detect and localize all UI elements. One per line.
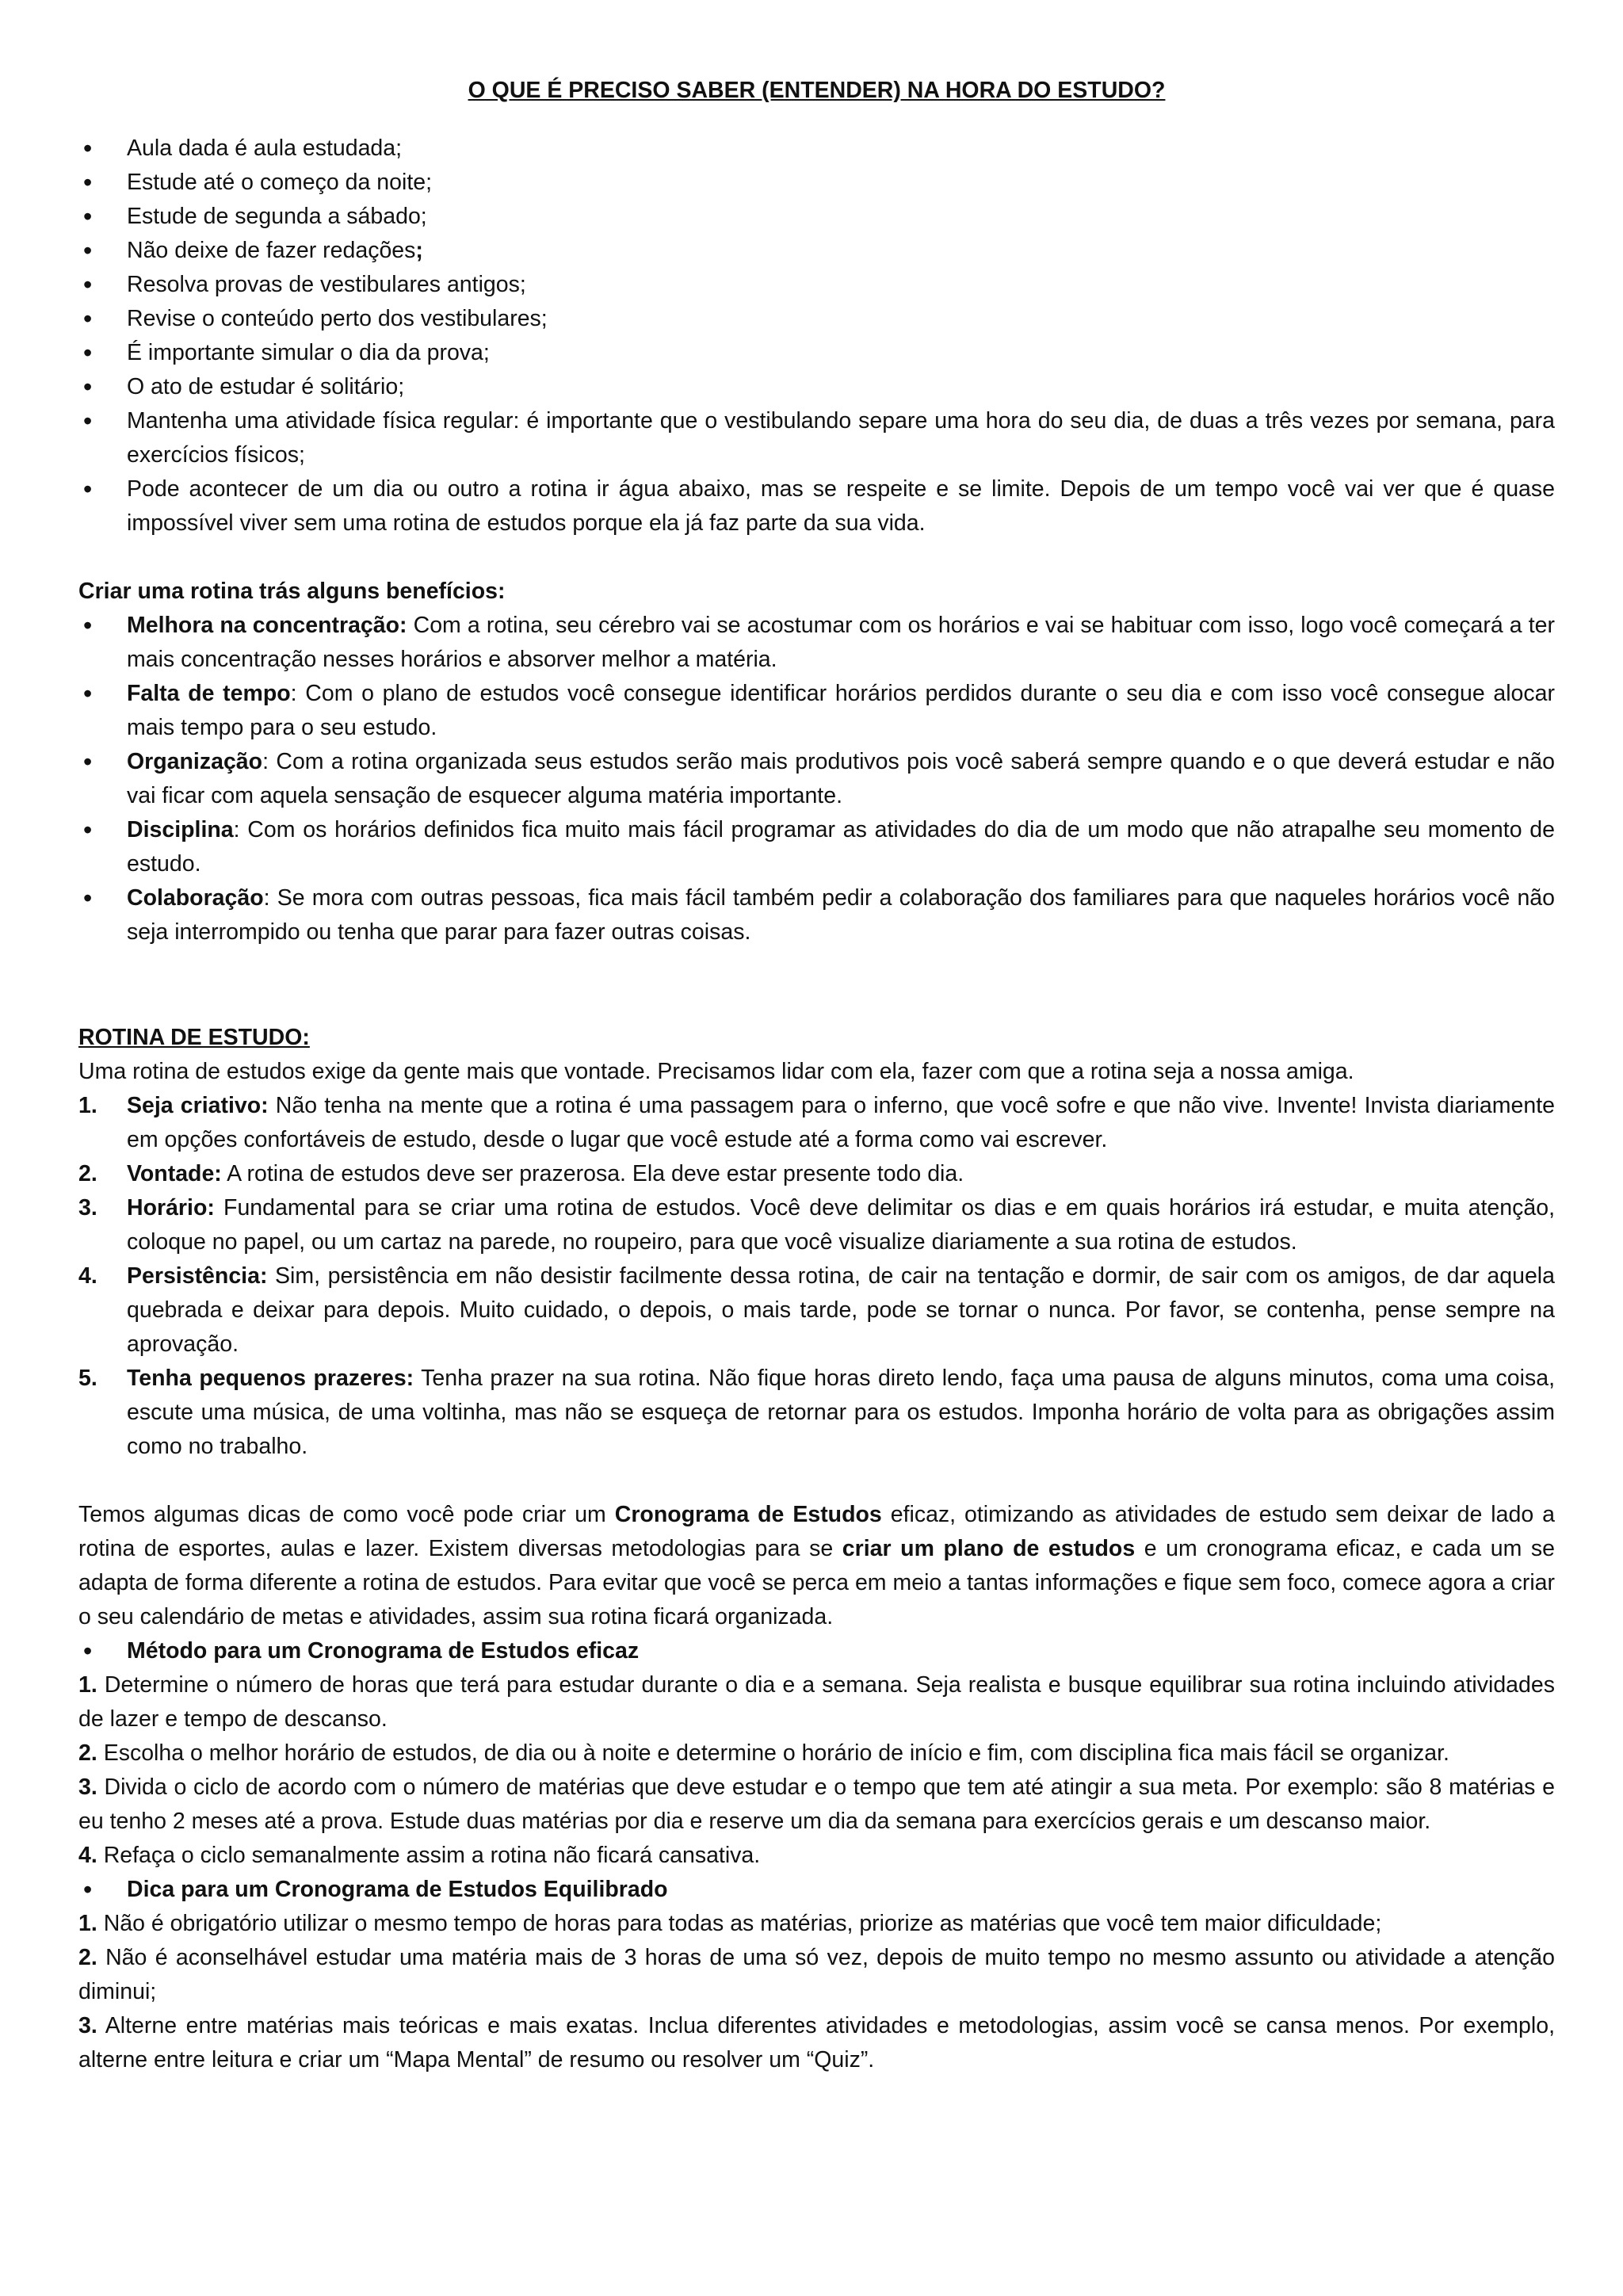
list-item: • Estude até o começo da noite; bbox=[78, 166, 1555, 200]
routine-list bbox=[78, 1089, 1555, 1464]
list-item: • Estude de segunda a sábado; bbox=[78, 200, 1555, 234]
list-item: • É importante simular o dia da prova; bbox=[78, 336, 1555, 370]
benefits-list bbox=[78, 609, 1555, 949]
tip-heading: • Dica para um Cronograma de Estudos Equilibrado bbox=[78, 1873, 1555, 1907]
method-heading: • Método para um Cronograma de Estudos eficaz bbox=[78, 1634, 1555, 1668]
routine-intro: Uma rotina de estudos exige da gente mais que vontade. Precisamos lidar com ela, fazer com que a rotina seja a nossa amiga. bbox=[78, 1059, 1354, 1084]
method-heading-list bbox=[78, 1634, 1555, 1668]
list-item: • Colaboração: Se mora com outras pessoas, fica mais fácil também pedir a colaboração dos familiares para que naqueles horários você não seja interrompido ou tenha que parar para fazer outras coisas. bbox=[78, 881, 1555, 949]
list-item: 4. Refaça o ciclo semanalmente assim a rotina não ficará cansativa. bbox=[78, 1843, 761, 1868]
list-item: 2. Escolha o melhor horário de estudos, de dia ou à noite e determine o horário de início e fim, com disciplina fica mais fácil se organizar. bbox=[78, 1740, 1449, 1766]
list-item: • Revise o conteúdo perto dos vestibulares; bbox=[78, 302, 1555, 336]
list-item: • Aula dada é aula estudada; bbox=[78, 132, 1555, 166]
page-title: O QUE É PRECISO SABER (ENTENDER) NA HORA DO ESTUDO? bbox=[468, 78, 1166, 103]
list-item: 3. Divida o ciclo de acordo com o número de matérias que deve estudar e o tempo que tem até atingir a sua meta. Por exemplo: são 8 matérias e eu tenho 2 meses até a prova. Estude duas matérias por dia e reserve um dia da semana para exercícios gerais e um descanso maior. bbox=[78, 1775, 1555, 1834]
list-item: 4. Persistência: Sim, persistência em não desistir facilmente dessa rotina, de cair na tentação e dormir, de sair com os amigos, de dar aquela quebrada e deixar para depois. Muito cuidado, o depois, o mais tarde, pode se tornar o nunca. Por favor, se contenha, pense sempre na aprovação. bbox=[78, 1263, 1555, 1357]
tip-heading-list bbox=[78, 1873, 1555, 1907]
list-item: 1. Determine o número de horas que terá para estudar durante o dia e a semana. Seja realista e busque equilibrar sua rotina incluindo atividades de lazer e tempo de descanso. bbox=[78, 1672, 1555, 1732]
list-item: 5. Tenha pequenos prazeres: Tenha prazer na sua rotina. Não fique horas direto lendo, faça uma pausa de alguns minutos, coma uma coisa, escute uma música, de uma voltinha, mas não se esqueça de retornar para os estudos. Imponha horário de volta para as obrigações assim como no trabalho. bbox=[78, 1366, 1555, 1459]
list-item: • Disciplina: Com os horários definidos fica muito mais fácil programar as atividades do dia de um modo que não atrapalhe seu momento de estudo. bbox=[78, 813, 1555, 881]
list-item: 1. Seja criativo: Não tenha na mente que a rotina é uma passagem para o inferno, que você sofre e que não vive. Invente! Invista diariamente em opções confortáveis de estudo, desde o lugar que você estude até a forma como vai escrever. bbox=[78, 1093, 1555, 1152]
list-item: • Resolva provas de vestibulares antigos; bbox=[78, 268, 1555, 302]
list-item: • O ato de estudar é solitário; bbox=[78, 370, 1555, 404]
list-item: 3. Alterne entre matérias mais teóricas e mais exatas. Inclua diferentes atividades e metodologias, assim você se cansa menos. Por exemplo, alterne entre leitura e criar um “Mapa Mental” de resumo ou resolver um “Quiz”. bbox=[78, 2013, 1555, 2073]
list-item: 2. Não é aconselhável estudar uma matéria mais de 3 horas de uma só vez, depois de muito tempo no mesmo assunto ou atividade a atenção diminui; bbox=[78, 1945, 1555, 2004]
list-item: • Falta de tempo: Com o plano de estudos você consegue identificar horários perdidos durante o seu dia e com isso você consegue alocar mais tempo para o seu estudo. bbox=[78, 677, 1555, 745]
method-steps bbox=[78, 1668, 1555, 1873]
list-item: 3. Horário: Fundamental para se criar uma rotina de estudos. Você deve delimitar os dias e em quais horários irá estudar, e muita atenção, coloque no papel, ou um cartaz na parede, no roupeiro, para que você visualize diariamente a sua rotina de estudos. bbox=[78, 1195, 1555, 1255]
tip-steps bbox=[78, 1907, 1555, 2077]
list-item: 2. Vontade: A rotina de estudos deve ser prazerosa. Ela deve estar presente todo dia. bbox=[78, 1161, 964, 1186]
cronograma-paragraph: Temos algumas dicas de como você pode criar um Cronograma de Estudos eficaz, otimizando as atividades de estudo sem deixar de lado a rotina de esportes, aulas e lazer. Existem diversas metodologias para se criar um plano de estudos e um cronograma eficaz, e cada um se adapta de forma diferente a rotina de estudos. Para evitar que você se perca em meio a tantas informações e fique sem foco, comece agora a criar o seu calendário de metas e atividades, assim sua rotina ficará organizada. bbox=[78, 1502, 1555, 1629]
list-item: • Não deixe de fazer redações; bbox=[78, 234, 1555, 268]
benefits-heading: Criar uma rotina trás alguns benefícios: bbox=[78, 579, 506, 604]
list-item: 1. Não é obrigatório utilizar o mesmo tempo de horas para todas as matérias, priorize as matérias que você tem maior dificuldade; bbox=[78, 1911, 1382, 1936]
list-item: • Organização: Com a rotina organizada seus estudos serão mais produtivos pois você saberá sempre quando e o que deverá estudar e não vai ficar com aquela sensação de esquecer alguma matéria importante. bbox=[78, 745, 1555, 813]
list-item: • Mantenha uma atividade física regular: é importante que o vestibulando separe uma hora do seu dia, de duas a três vezes por semana, para exercícios físicos; bbox=[78, 404, 1555, 472]
list-item: • Melhora na concentração: Com a rotina, seu cérebro vai se acostumar com os horários e vai se habituar com isso, logo você começará a ter mais concentração nesses horários e absorver melhor a matéria. bbox=[78, 609, 1555, 677]
routine-heading: ROTINA DE ESTUDO: bbox=[78, 1025, 310, 1050]
tips-list bbox=[78, 132, 1555, 541]
list-item: • Pode acontecer de um dia ou outro a rotina ir água abaixo, mas se respeite e se limite. Depois de um tempo você vai ver que é quase impossível viver sem uma rotina de estudos porque ela já faz parte da sua vida. bbox=[78, 472, 1555, 541]
